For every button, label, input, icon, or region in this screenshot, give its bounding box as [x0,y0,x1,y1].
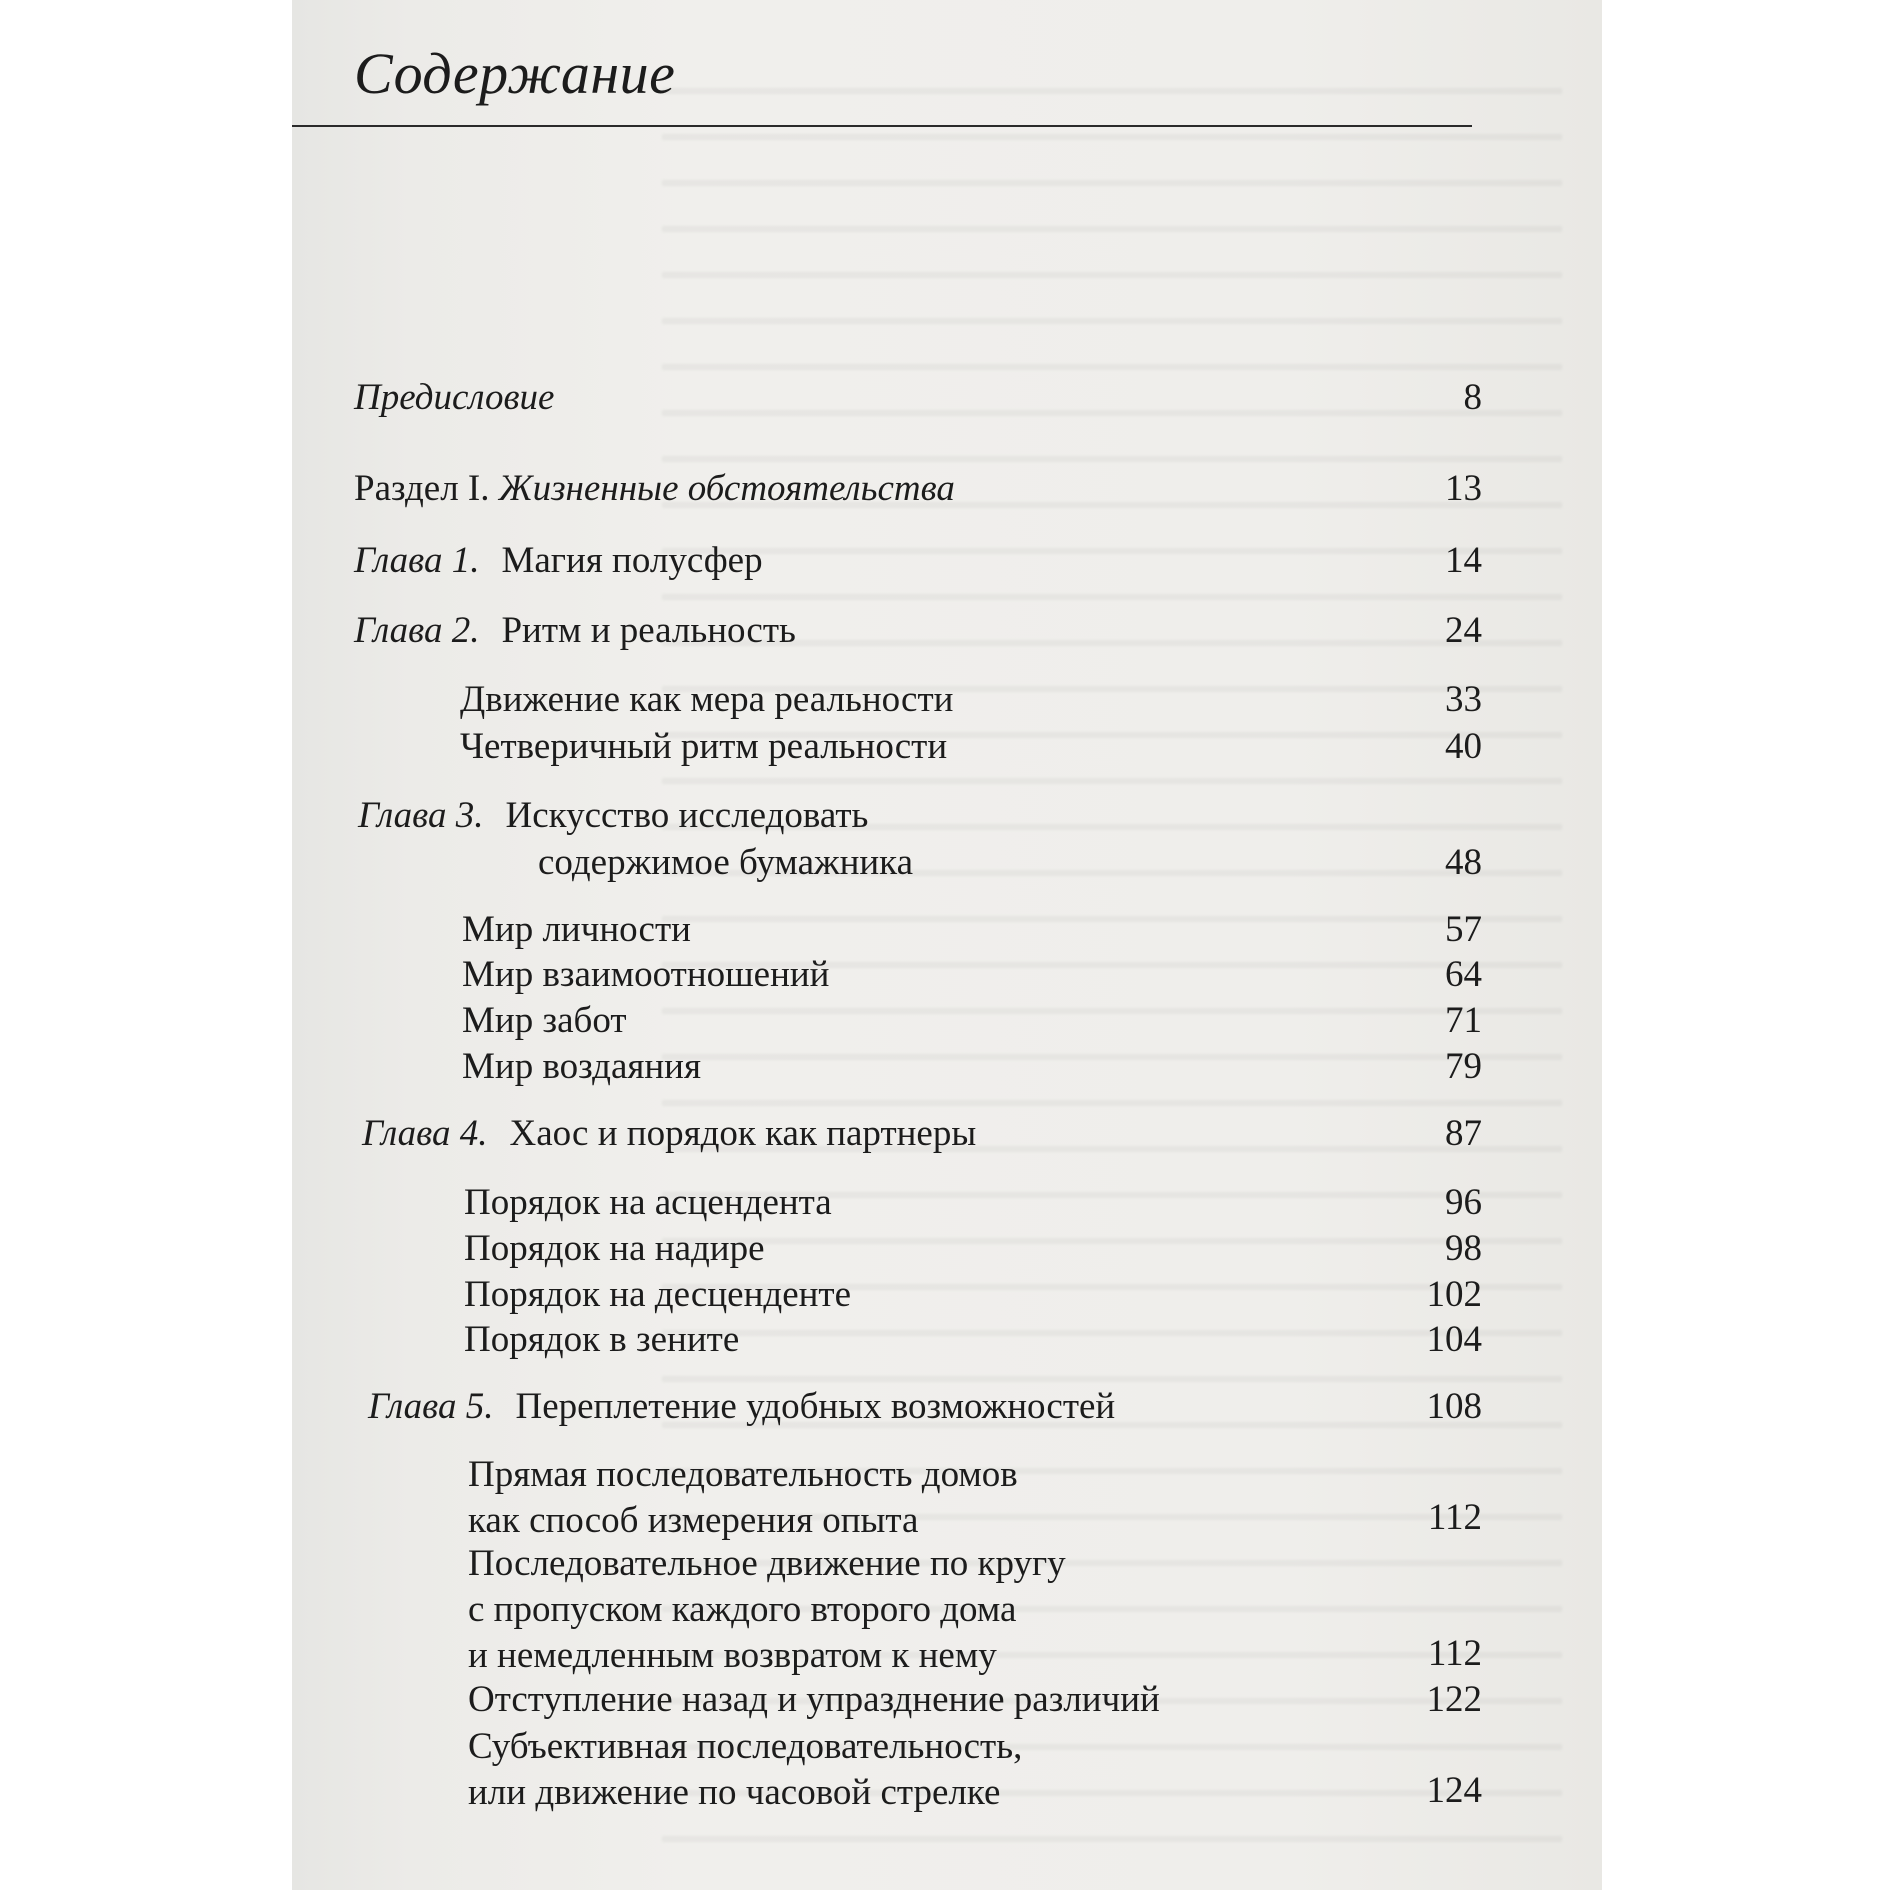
subsection-line: Последовательное движение по кругу [468,1543,1066,1584]
chapter-title: Переплетение удобных возможностей [515,1386,1116,1427]
toc-page-section-1: 13 [1445,468,1482,509]
chapter-title: Хаос и порядок как партнеры [509,1113,977,1154]
toc-page-subsection: 64 [1445,954,1482,995]
toc-entry-chapter-3 [358,793,868,839]
toc-page-chapter-2: 24 [1445,610,1482,651]
toc-entry-subsection: Отступление назад и упразднение различий [468,1679,1160,1720]
toc-page-chapter-3: 48 [1445,842,1482,883]
toc-page-subsection: 104 [1426,1319,1482,1360]
toc-entry-chapter-5 [368,1384,1115,1430]
toc-page-subsection: 79 [1445,1046,1482,1087]
subsection-line: как способ измерения опыта [468,1500,919,1541]
toc-page-subsection: 112 [1427,1633,1482,1674]
toc-entry-subsection: Порядок на асцендента [464,1182,832,1223]
toc-entry-preface: Предисловие [354,377,555,418]
toc-entry-subsection: Порядок на десценденте [464,1274,852,1315]
toc-page-subsection: 102 [1426,1274,1482,1315]
subsection-line: или движение по часовой стрелке [468,1772,1001,1813]
chapter-title: Ритм и реальность [501,610,796,651]
chapter-label: Глава 3. [358,795,484,836]
book-page [292,0,1602,1890]
toc-page-chapter-4: 87 [1445,1113,1482,1154]
chapter-label: Глава 1. [354,540,480,581]
toc-entry-chapter-1 [354,538,763,584]
toc-page-preface: 8 [1463,377,1482,418]
toc-entry-subsection [468,1541,1066,1679]
title-rule [292,125,1472,127]
section-label: Раздел I. [354,468,490,509]
toc-entry-section-1 [354,466,955,512]
toc-entry-subsection: Мир воздаяния [462,1046,702,1087]
page-title: Содержание [354,41,676,106]
chapter-label: Глава 4. [362,1113,488,1154]
toc-page-subsection: 112 [1427,1497,1482,1538]
toc-page-subsection: 122 [1426,1679,1482,1720]
toc-page-subsection: 98 [1445,1228,1482,1269]
subsection-line: и немедленным возвратом к нему [468,1635,997,1676]
toc-page-subsection: 124 [1426,1770,1482,1811]
chapter-label: Глава 5. [368,1386,494,1427]
subsection-line: Прямая последовательность домов [468,1454,1018,1495]
subsection-line: Субъективная последовательность, [468,1726,1023,1767]
subsection-line: с пропуском каждого второго дома [468,1589,1017,1630]
toc-entry-subsection: Мир личности [462,909,691,950]
section-title: Жизненные обстоятельства [498,468,955,509]
toc-page-subsection: 96 [1445,1182,1482,1223]
toc-entry-subsection: Мир забот [462,1000,627,1041]
toc-entry-chapter-2 [354,608,796,654]
toc-page-subsection: 40 [1445,726,1482,767]
toc-entry-chapter-3-line-2: содержимое бумажника [538,842,914,883]
toc-entry-subsection: Порядок в зените [464,1319,740,1360]
toc-entry-subsection: Четверичный ритм реальности [460,726,948,767]
toc-entry-subsection [468,1452,1018,1544]
chapter-label: Глава 2. [354,610,480,651]
toc-page-chapter-5: 108 [1426,1386,1482,1427]
chapter-title-line-1: Искусство исследовать [505,795,869,836]
toc-page-subsection: 71 [1445,1000,1482,1041]
toc-entry-subsection: Мир взаимоотношений [462,954,830,995]
toc-entry-chapter-4 [362,1111,976,1157]
toc-page-subsection: 33 [1445,679,1482,720]
chapter-title: Магия полусфер [501,540,763,581]
toc-entry-subsection [468,1724,1022,1816]
toc-page-subsection: 57 [1445,909,1482,950]
toc-entry-subsection: Движение как мера реальности [460,679,954,720]
toc-page-chapter-1: 14 [1445,540,1482,581]
toc-entry-subsection: Порядок на надире [464,1228,765,1269]
